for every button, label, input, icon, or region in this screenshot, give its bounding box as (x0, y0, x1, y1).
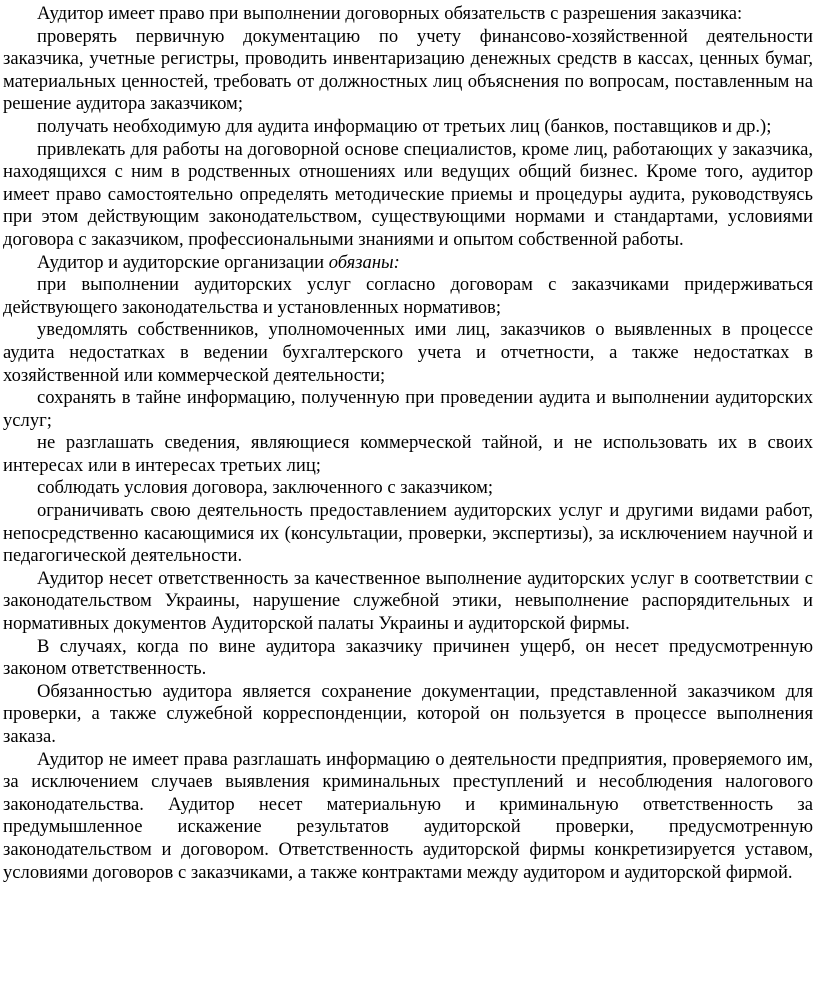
paragraph-right-check-documents: проверять первичную документацию по учету финансово-хозяйственной деятельности заказчика, учетные регистры, проводить инвентаризацию денежных средств в кассах, ценных бумаг, материальных ценностей, требовать от должностных лиц объяснения по вопросам, поставленным на решение аудитора заказчиком; (3, 25, 813, 115)
paragraph-responsibility-damage: В случаях, когда по вине аудитора заказчику причинен ущерб, он несет предусмотренную законом ответственность. (3, 635, 813, 680)
paragraph-duty-trade-secret: не разглашать сведения, являющиеся коммерческой тайной, и не использовать их в своих интересах или в интересах третьих лиц; (3, 432, 813, 476)
paragraph-responsibility-quality: Аудитор несет ответственность за качественное выполнение аудиторских услуг в соответствии с законодательством Украины, нарушение служебной этики, невыполнение распорядительных и нормативных документов Аудиторской палаты Украины и аудиторской фирмы. (3, 567, 813, 635)
paragraph-duty-keep-documents: Обязанностью аудитора является сохранение документации, представленной заказчиком для проверки, а также служебной корреспонденции, которой он пользуется в процессе выполнения заказа. (3, 680, 813, 747)
obligations-intro-text: Аудитор и аудиторские организации (37, 251, 329, 273)
obligations-emphasis: обязаны: (328, 251, 400, 273)
paragraph-duty-notify: уведомлять собственников, уполномоченных ими лиц, заказчиков о выявленных в процессе аудита недостатках в ведении бухгалтерского учета и отчетности, а также недостатках в хозяйственной или коммерческой деятельности; (3, 319, 813, 386)
paragraph-no-disclosure: Аудитор не имеет права разглашать информацию о деятельности предприятия, проверяемого им, за исключением случаев выявления криминальных преступлений и несоблюдения налогового законодательства. Аудитор несет материальную и криминальную ответственность за предумышленное искажение результатов аудиторской проверки, предусмотренную законодательством и договором. Ответственность аудиторской фирмы конкретизируется уставом, условиями договоров с заказчиками, а также контрактами между аудитором и аудиторской фирмой. (3, 748, 813, 883)
paragraph-duty-limit-activity: ограничивать свою деятельность предоставлением аудиторских услуг и другими видами работ, непосредственно касающимися их (консультации, проверки, экспертизы), за исключением научной и педагогической деятельности. (3, 500, 813, 567)
paragraph-duty-contract-terms: соблюдать условия договора, заключенного с заказчиком; (37, 477, 494, 499)
paragraph-duty-follow-law: при выполнении аудиторских услуг согласно договорам с заказчиками придерживаться действующего законодательства и установленных нормативов; (3, 274, 813, 318)
paragraph-right-hire-specialists: привлекать для работы на договорной основе специалистов, кроме лиц, работающих у заказчика, находящихся с ним в родственных отношениях или ведущих общий бизнес. Кроме того, аудитор имеет право самостоятельно определять методические приемы и процедуры аудита, руководствуясь при этом действующим законодательством, существующими нормами и стандартами, условиями договора с заказчиком, профессиональными знаниями и опытом собственной работы. (3, 138, 813, 250)
paragraph-obligations-intro (3, 252, 813, 275)
paragraph-duty-confidentiality: сохранять в тайне информацию, полученную при проведении аудита и выполнении аудиторских услуг; (3, 387, 813, 431)
paragraph-auditor-rights-intro: Аудитор имеет право при выполнении договорных обязательств с разрешения заказчика: (37, 3, 743, 24)
paragraph-right-third-party-info: получать необходимую для аудита информацию от третьих лиц (банков, поставщиков и др.); (37, 115, 772, 137)
